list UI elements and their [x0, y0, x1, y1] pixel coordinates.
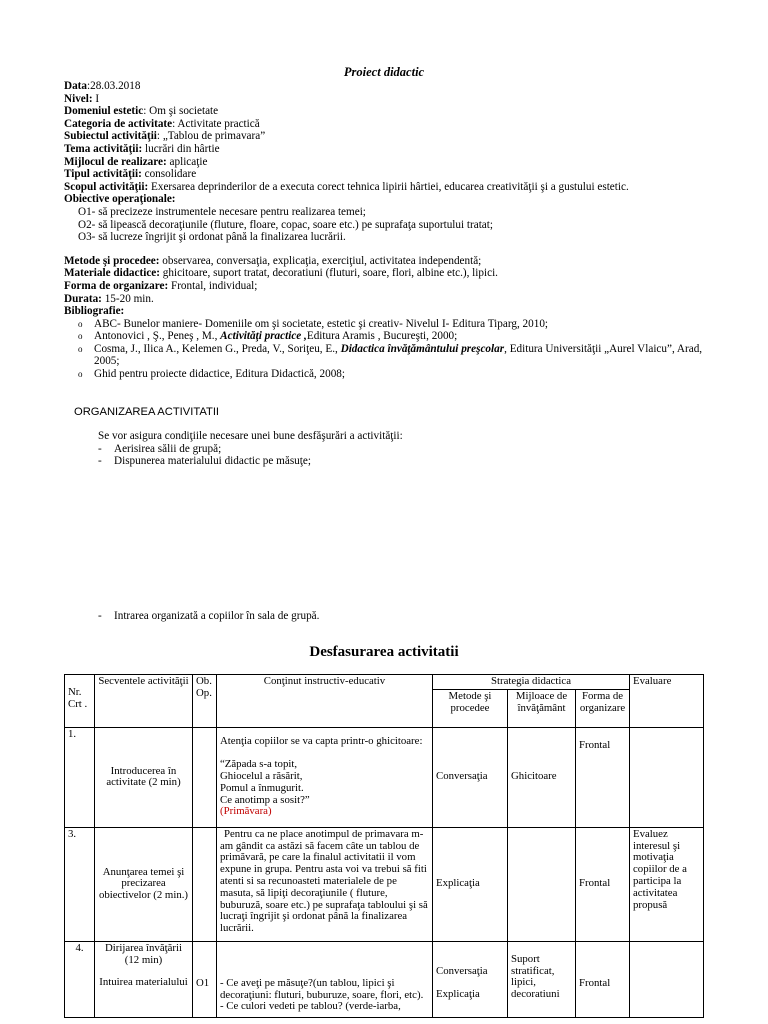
organization-heading: ORGANIZAREA ACTIVITATII — [74, 406, 220, 418]
activity-table — [64, 674, 704, 1018]
objective-item: O1- să precizeze instrumentele necesare pentru realizarea temei; — [78, 205, 366, 218]
row-methods: Conversaţia Explicaţia — [433, 941, 508, 1017]
bibliography-item: o Ghid pentru proiecte didactice, Editura Didactică, 2008; — [78, 368, 346, 381]
row-sequence: Dirijarea învăţării (12 min) Intuirea materialului — [95, 941, 193, 1017]
category-line: Categoria de activitate: Activitate practică — [64, 117, 260, 130]
duration-line: Durata: 15-20 min. — [64, 292, 154, 305]
row-means: Suport stratificat, lipici, decoratiuni — [508, 941, 576, 1017]
header-nr: Nr. Crt . — [65, 675, 95, 728]
domain-line: Domeniul estetic: Om şi societate — [64, 105, 219, 118]
header-means: Mijloace de învăţământ — [508, 689, 576, 727]
objectives-heading: Obiective operaţionale: — [64, 193, 176, 206]
organization-intro: Se vor asigura condiţiile necesare unei bune desfăşurări a activităţii: — [98, 430, 403, 442]
header-form: Forma de organizare — [576, 689, 630, 727]
header-content: Conţinut instructiv-educativ — [217, 675, 433, 728]
row-sequence: Anunţarea temei şi precizarea obiectivelor (2 min.) — [95, 827, 193, 941]
header-evaluation: Evaluare — [630, 675, 704, 728]
row-number: 3. — [65, 827, 95, 941]
objective-item: O3- să lucreze îngrijit şi ordonat până la finalizarea lucrării. — [78, 231, 346, 244]
type-line: Tipul activităţii: consolidare — [64, 168, 197, 181]
row-content: - Ce aveţi pe măsuţe?(un tablou, lipici şi decoraţiuni: fluturi, buburuze, soare, flori, etc). - Ce culori vedeti pe tablou? (verde-iarba, — [217, 941, 433, 1017]
organization-form-line: Forma de organizare: Frontal, individual; — [64, 279, 258, 292]
level-line: Nivel: I — [64, 92, 100, 105]
row-evaluation: Evaluez interesul şi motivaţia copiilor de a participa la activitatea propusă — [630, 827, 704, 941]
header-strategy: Strategia didactica — [433, 675, 630, 690]
subject-line: Subiectul activităţii: „Tablou de primavara” — [64, 130, 266, 143]
organization-section — [98, 430, 403, 468]
bibliography-list — [64, 318, 724, 381]
project-header — [64, 80, 724, 381]
row-methods: Conversaţia — [433, 727, 508, 827]
table-row — [65, 827, 704, 941]
row-number: 4. — [65, 941, 95, 1017]
row-form: Frontal — [576, 941, 630, 1017]
row-form: Frontal — [576, 827, 630, 941]
row-content: Pentru ca ne place anotimpul de primavara m-am gândit ca astăzi să facem câte un tablou de primăvară, pe care la finalul activitatii il vom expune in grupa. Pentru asta voi va trebui să fiti atenti si sa recunoasteti materialele de pe masuta, să lipiţi decoraţiunile ( fluture, buburuză, soare etc.) pe suprafaţa tabloului şi să lucraţi îngrijit şi ordonat până la finalizarea lucrării. — [217, 827, 433, 941]
header-objectives: Ob. Op. — [193, 675, 217, 728]
date-line: Data:28.03.2018 — [64, 80, 141, 92]
document-title: Proiect didactic — [343, 65, 425, 79]
table-row — [65, 941, 704, 1017]
materials-line: Materiale didactice: ghicitoare, suport tratat, decoratiuni (fluturi, soare, flori, albine etc.), lipici. — [64, 267, 498, 280]
methods-line: Metode şi procedee: observarea, conversaţia, explicaţia, exerciţiul, activitatea independentă; — [64, 254, 482, 267]
bibliography-item: o Antonovici , Ş., Peneş , M., Activităţi practice ,Editura Aramis , Bucureşti, 2000; — [78, 330, 458, 343]
organization-item: - Intrarea organizată a copiilor în sala de grupă. — [98, 610, 320, 622]
bibliography-heading: Bibliografie: — [64, 305, 125, 318]
row-means: Ghicitoare — [508, 727, 576, 827]
row-methods: Explicaţia — [433, 827, 508, 941]
header-methods: Metode şi procedee — [433, 689, 508, 727]
purpose-line: Scopul activităţii: Exersarea deprinderilor de a executa corect tehnica lipirii hârtiei, educarea creativităţii şi a gustului estetic. — [64, 180, 629, 193]
bibliography-item: o ABC- Bunelor maniere- Domeniile om şi societate, estetic şi creativ- Nivelul I- Editura Tiparg, 2010; — [78, 317, 549, 330]
table-row — [65, 727, 704, 827]
row-content: Atenţia copiilor se va capta printr-o ghicitoare: “Zăpada s-a topit, Ghiocelul a răsărit, Pomul a înmugurit. Ce anotimp a sosit?” (Primăvara) — [217, 727, 433, 827]
header-sequences: Secventele activităţii — [95, 675, 193, 728]
section-title: Desfasurarea activitatii — [309, 644, 459, 660]
organization-item: - Aerisirea sălii de grupă; — [98, 442, 222, 455]
row-form: Frontal — [576, 727, 630, 827]
riddle-answer: (Primăvara) — [220, 805, 272, 818]
row-sequence: Introducerea în activitate (2 min) — [95, 727, 193, 827]
row-objective: O1 — [193, 941, 217, 1017]
objective-item: O2- să lipească decoraţiunile (fluture, floare, copac, soare etc.) pe suprafaţa suportului tratat; — [78, 218, 493, 231]
means-line: Mijlocul de realizare: aplicaţie — [64, 155, 208, 168]
organization-item: - Dispunerea materialului didactic pe măsuţe; — [98, 455, 311, 468]
row-number: 1. — [65, 727, 95, 827]
theme-line: Tema activităţii: lucrări din hârtie — [64, 142, 220, 155]
bibliography-item: o Cosma, J., Ilica A., Kelemen G., Preda, V., Soriţeu, E., Didactica învăţământului preşcolar, Editura Universităţii „Aurel Vlaicu”, Arad, 2005; — [78, 342, 703, 368]
